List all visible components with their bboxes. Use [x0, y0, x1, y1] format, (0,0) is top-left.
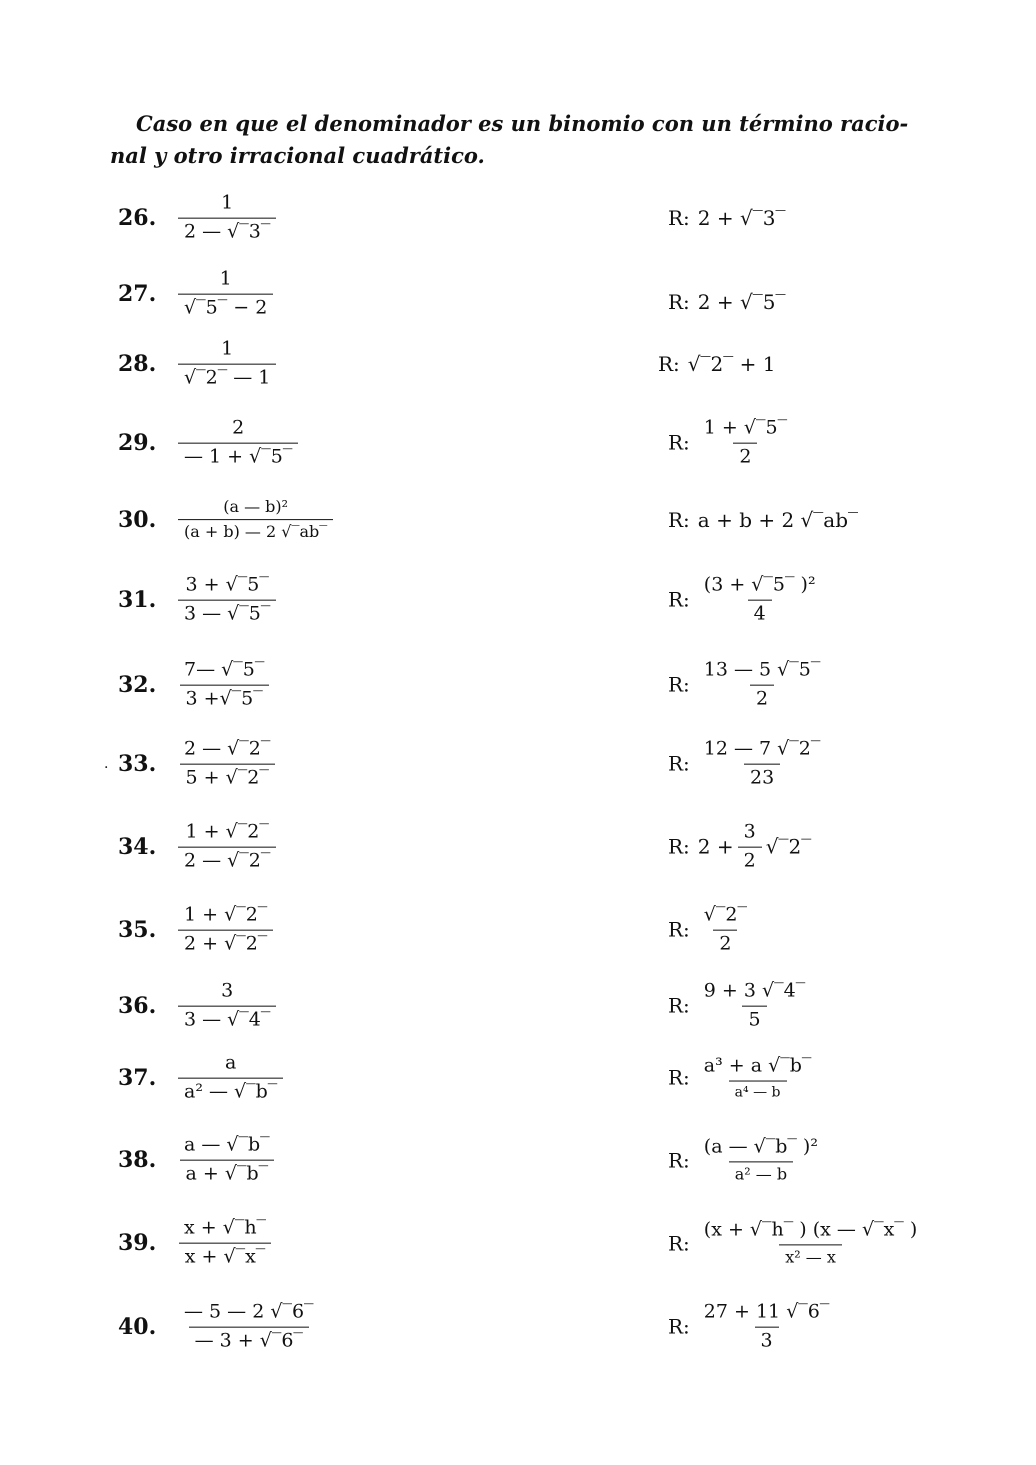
- problem-number: 28.: [118, 351, 157, 377]
- answer-expression: 2 + √‾5‾: [697, 290, 786, 314]
- answer-fraction: [698, 1056, 818, 1101]
- answer-fraction: [738, 822, 762, 873]
- fraction-denominator: (a + b) — 2 √‾ab‾: [178, 520, 333, 542]
- answer: [668, 981, 811, 1032]
- answer-fraction: [698, 739, 827, 790]
- fraction-numerator: 1 + √‾2‾: [185, 820, 269, 843]
- answer-fraction: [698, 981, 811, 1032]
- answer: [668, 739, 826, 790]
- fraction-numerator: 1 + √‾2‾: [184, 903, 268, 926]
- stray-mark: ·: [104, 760, 109, 776]
- answer-fraction: [698, 418, 793, 469]
- answer-label: R:: [668, 918, 690, 942]
- fraction-denominator: √‾5‾ − 2: [178, 294, 273, 320]
- answer-numerator: 3: [743, 820, 756, 843]
- fraction-denominator: √‾2‾ — 1: [178, 364, 276, 390]
- answer-fraction: [698, 905, 753, 956]
- fraction-numerator: a — √‾b‾: [184, 1133, 270, 1156]
- answer-denominator: 4: [748, 600, 772, 626]
- problem-number: 30.: [118, 507, 157, 533]
- problem-number: 40.: [118, 1314, 157, 1340]
- fraction-denominator: x + √‾x‾: [179, 1243, 272, 1269]
- answer: [668, 575, 822, 626]
- answer-label: R:: [668, 1230, 690, 1255]
- answer-fraction: [698, 1302, 836, 1353]
- problem-number: 39.: [118, 1230, 157, 1256]
- fraction-numerator: — 5 — 2 √‾6‾: [184, 1300, 314, 1323]
- answer: [668, 660, 826, 711]
- fraction-denominator: a + √‾b‾: [180, 1160, 275, 1186]
- fraction-numerator: 1: [219, 267, 232, 290]
- problem-fraction: [178, 1053, 283, 1104]
- problem-fraction: [178, 905, 273, 956]
- problem-number: 33.: [118, 751, 157, 777]
- answer-suffix-term: √‾2‾: [765, 835, 812, 859]
- answer-label: R:: [668, 673, 690, 697]
- fraction-denominator: 5 + √‾2‾: [180, 764, 275, 790]
- fraction-denominator: 3 — √‾4‾: [178, 1006, 276, 1032]
- answer-expression: 2 + √‾3‾: [697, 206, 786, 230]
- fraction-denominator: 3 +√‾5‾: [180, 685, 269, 711]
- intro-line-2: nal y otro irracional cuadrático.: [110, 143, 485, 168]
- answer-numerator: (a — √‾b‾ )²: [703, 1135, 818, 1158]
- answer-expression: a + b + 2 √‾ab‾: [697, 508, 859, 532]
- fraction-denominator: — 1 + √‾5‾: [178, 443, 298, 469]
- problem-fraction: [178, 575, 276, 626]
- fraction-denominator: a² — √‾b‾: [178, 1078, 283, 1104]
- answer: [668, 1136, 824, 1183]
- answer: [668, 508, 858, 532]
- fraction-denominator: 2 — √‾2‾: [178, 847, 276, 873]
- answer-fraction: [698, 1219, 923, 1266]
- problem-fraction: [178, 269, 273, 320]
- fraction-numerator: (a — b)²: [223, 497, 289, 517]
- problem-fraction: [178, 498, 333, 542]
- answer-numerator: (x + √‾h‾ ) (x — √‾x‾ ): [703, 1218, 918, 1241]
- answer-label: R:: [668, 431, 690, 455]
- fraction-denominator: 2 + √‾2‾: [178, 930, 273, 956]
- answer-label: R:: [658, 352, 680, 376]
- problem-number: 35.: [118, 917, 157, 943]
- problem-number: 36.: [118, 993, 157, 1019]
- answer: [668, 1219, 923, 1266]
- answer-numerator: 9 + 3 √‾4‾: [703, 979, 806, 1002]
- fraction-denominator: 3 — √‾5‾: [178, 600, 276, 626]
- answer-label: R:: [668, 994, 690, 1018]
- answer-denominator: 2: [713, 930, 737, 956]
- problem-fraction: [178, 739, 276, 790]
- answer-label: R:: [668, 1066, 690, 1090]
- answer-fraction: [698, 1136, 824, 1183]
- answer-denominator: a² — b: [729, 1161, 793, 1183]
- fraction-numerator: 2 — √‾2‾: [184, 737, 271, 760]
- problem-fraction: [178, 193, 276, 244]
- answer: [668, 290, 785, 314]
- answer: [668, 206, 785, 230]
- problem-fraction: [178, 1218, 272, 1269]
- fraction-numerator: 1: [221, 191, 234, 214]
- answer-prefix-term: 2 +: [697, 835, 734, 859]
- fraction-numerator: x + √‾h‾: [184, 1216, 267, 1239]
- answer: [668, 418, 793, 469]
- problem-number: 31.: [118, 587, 157, 613]
- fraction-numerator: a: [224, 1051, 237, 1074]
- answer-label: R:: [668, 588, 690, 612]
- problem-number: 29.: [118, 430, 157, 456]
- answer-label: R:: [668, 752, 690, 776]
- answer-denominator: 3: [755, 1327, 779, 1353]
- answer-numerator: 27 + 11 √‾6‾: [703, 1300, 830, 1323]
- problem-fraction: [178, 660, 270, 711]
- answer: [668, 822, 811, 873]
- answer-numerator: 12 — 7 √‾2‾: [703, 737, 821, 760]
- answer-denominator: 23: [744, 764, 780, 790]
- problem-fraction: [178, 339, 276, 390]
- answer-fraction: [698, 575, 822, 626]
- answer-numerator: √‾2‾: [703, 903, 747, 926]
- problem-fraction: [178, 981, 276, 1032]
- fraction-numerator: 1: [221, 337, 234, 360]
- answer-label: R:: [668, 508, 690, 532]
- answer: [668, 1056, 817, 1101]
- answer: [658, 352, 775, 376]
- answer-denominator: 2: [733, 443, 757, 469]
- answer-expression: √‾2‾ + 1: [687, 352, 776, 376]
- answer-denominator: a⁴ — b: [729, 1080, 787, 1100]
- answer: [668, 1302, 835, 1353]
- fraction-numerator: 7— √‾5‾: [184, 658, 265, 681]
- answer-label: R:: [668, 1315, 690, 1339]
- intro-line-1: Caso en que el denominador es un binomio con un término racio-: [136, 111, 909, 136]
- problem-number: 32.: [118, 672, 157, 698]
- fraction-numerator: 3 + √‾5‾: [185, 573, 269, 596]
- problem-fraction: [178, 1302, 320, 1353]
- answer-label: R:: [668, 290, 690, 314]
- answer-numerator: 1 + √‾5‾: [703, 416, 788, 439]
- answer-denominator: 2: [738, 847, 762, 873]
- fraction-numerator: 2: [232, 416, 245, 439]
- problem-fraction: [178, 822, 276, 873]
- answer-numerator: (3 + √‾5‾ )²: [703, 573, 816, 596]
- problem-number: 38.: [118, 1147, 157, 1173]
- answer-label: R:: [668, 835, 690, 859]
- answer-label: R:: [668, 1147, 690, 1172]
- answer: [668, 905, 753, 956]
- answer-label: R:: [668, 206, 690, 230]
- answer-denominator: 5: [742, 1006, 766, 1032]
- answer-fraction: [698, 660, 827, 711]
- problem-fraction: [178, 1135, 276, 1186]
- fraction-denominator: 2 — √‾3‾: [178, 218, 276, 244]
- fraction-numerator: 3: [221, 979, 234, 1002]
- problem-fraction: [178, 418, 298, 469]
- problem-number: 27.: [118, 281, 157, 307]
- section-intro: [110, 108, 960, 172]
- answer-numerator: 13 — 5 √‾5‾: [703, 658, 821, 681]
- answer-denominator: x² — x: [779, 1244, 842, 1266]
- problem-number: 26.: [118, 205, 157, 231]
- answer-numerator: a³ + a √‾b‾: [703, 1054, 812, 1077]
- fraction-denominator: — 3 + √‾6‾: [189, 1327, 309, 1353]
- problem-number: 37.: [118, 1065, 157, 1091]
- problem-number: 34.: [118, 834, 157, 860]
- answer-denominator: 2: [750, 685, 774, 711]
